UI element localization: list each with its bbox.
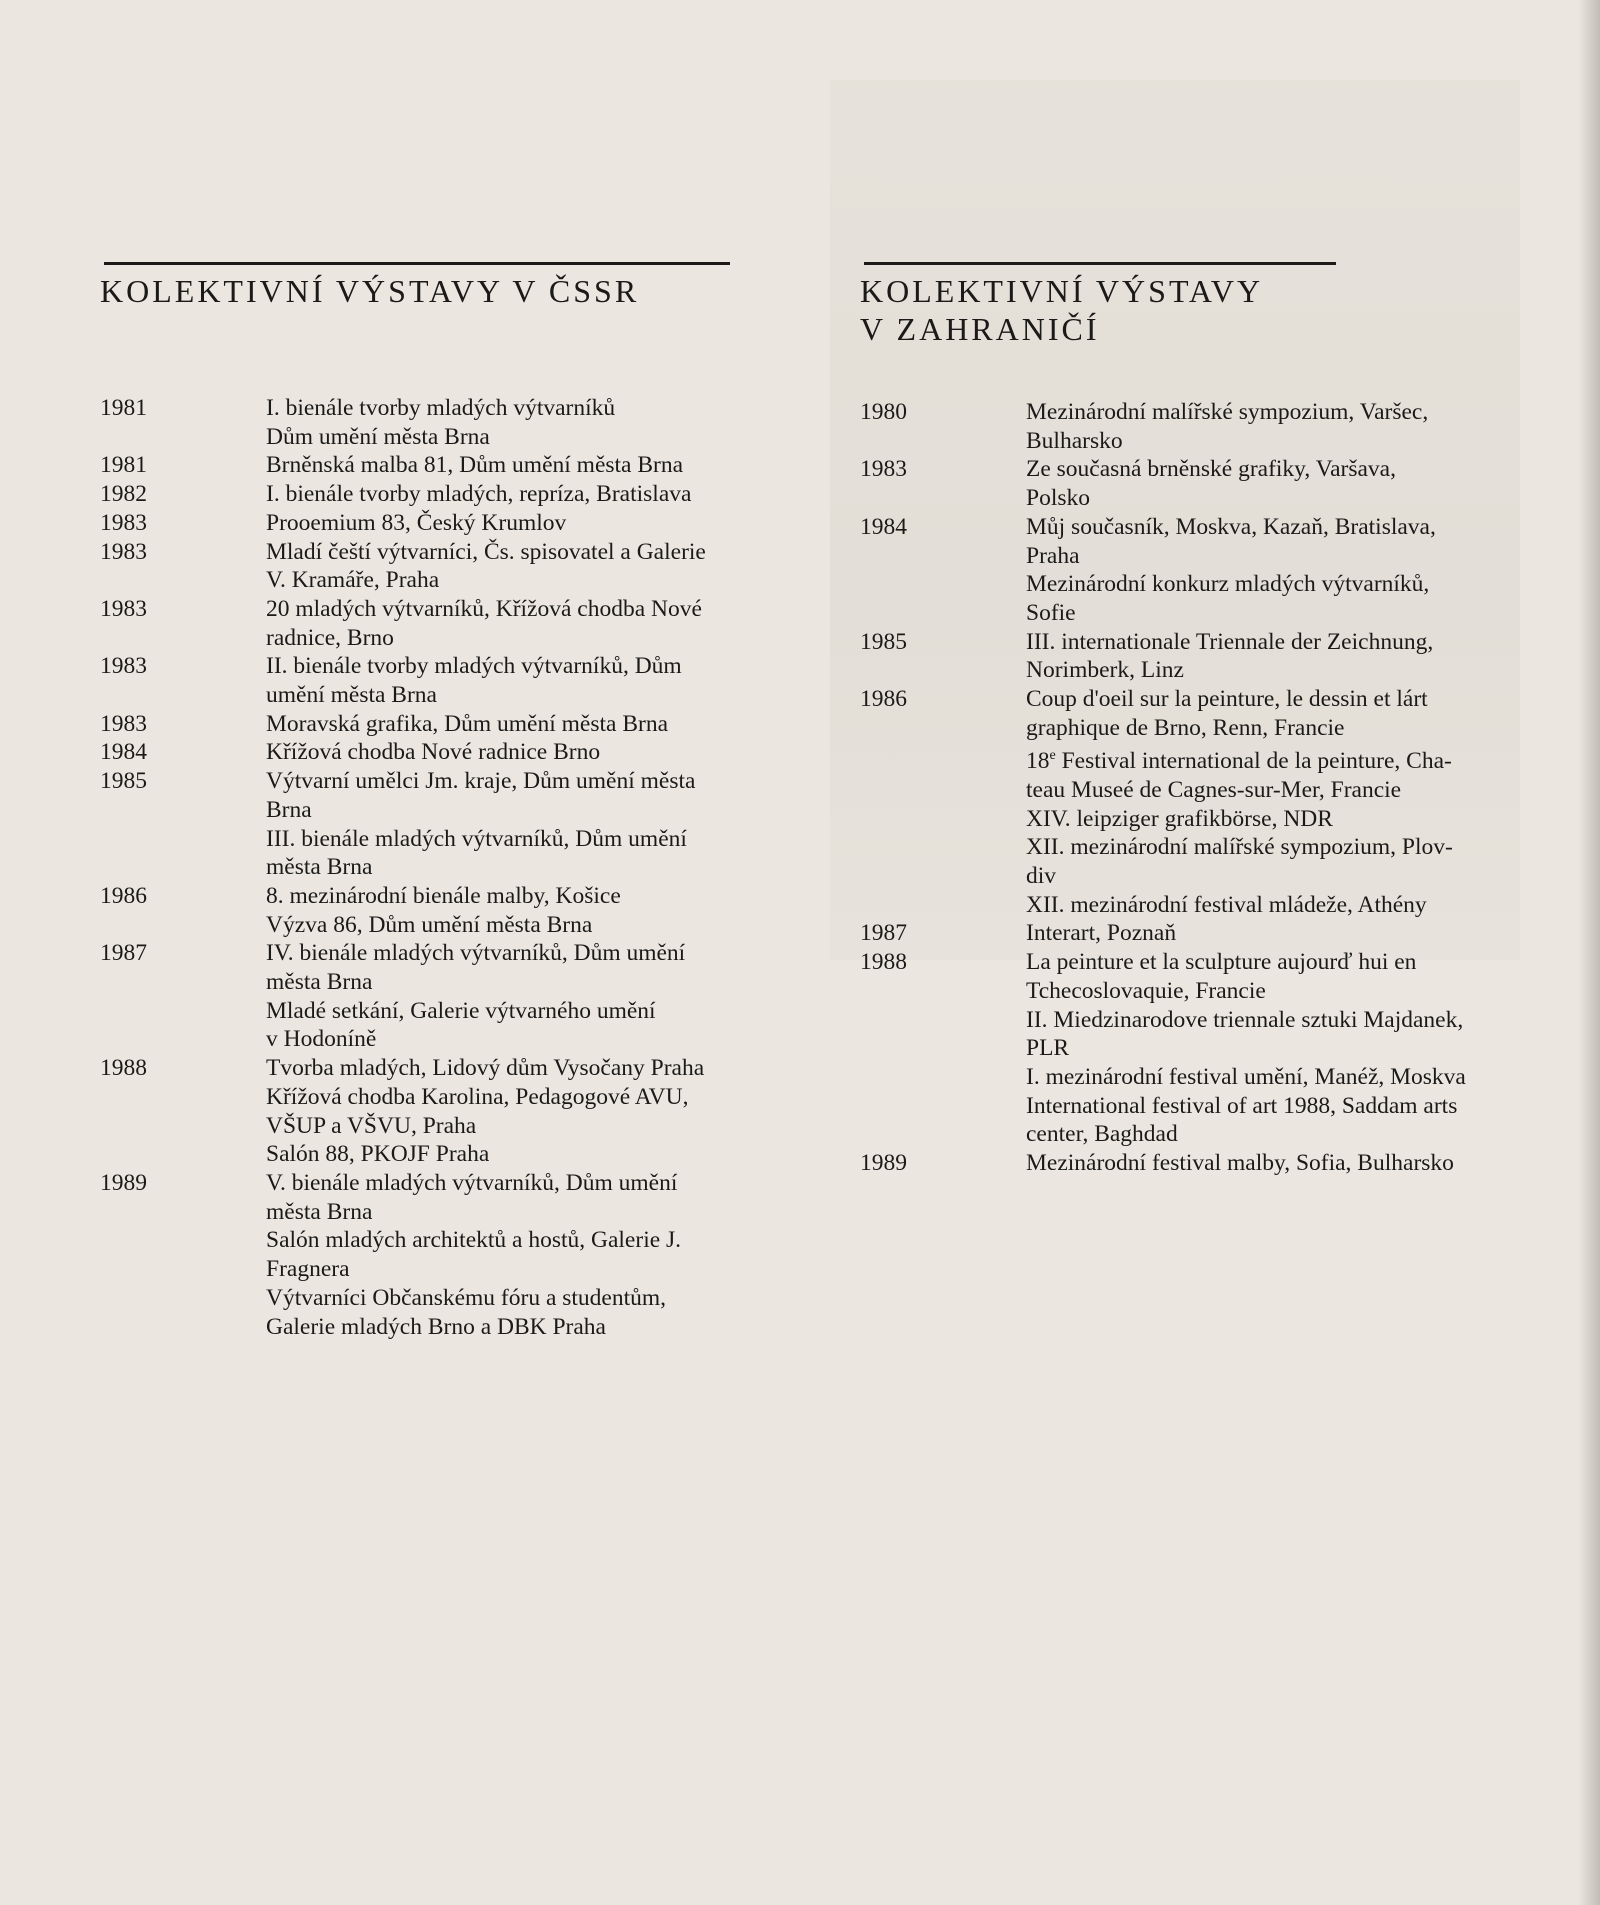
entry-line: Výtvarníci Občanskému fóru a studentům, (266, 1284, 667, 1311)
exhibition-entry (100, 480, 780, 509)
entry-line: IV. bienále mladých výtvarníků, Dům umění (266, 940, 686, 967)
entry-line: XII. mezinárodní festival mládeže, Athény (1026, 891, 1427, 918)
entry-year: 1980 (860, 399, 907, 425)
entry-line: umění města Brna (266, 682, 437, 709)
entry-line: Interart, Poznaň (1026, 920, 1177, 947)
entry-year: 1988 (100, 1055, 147, 1082)
exhibition-entry (100, 738, 780, 767)
entry-line: Coup d'oeil sur la peinture, le dessin et lárt (1026, 686, 1428, 713)
exhibition-entry (860, 455, 1540, 512)
entry-text (1026, 1149, 1540, 1178)
domestic-exhibitions-list (100, 394, 780, 1341)
exhibition-entry (860, 742, 1540, 804)
exhibition-entry (100, 1284, 780, 1341)
entry-text (266, 1083, 780, 1140)
page-edge-shadow (1578, 0, 1600, 1905)
entry-line: Mezinárodní konkurz mladých výtvarníků, (1026, 571, 1430, 598)
entry-year: 1982 (100, 481, 147, 508)
exhibition-entry (860, 833, 1540, 890)
entry-line: Výzva 86, Dům umění města Brna (266, 911, 593, 938)
entry-year (860, 1092, 1026, 1149)
exhibition-entry (860, 1092, 1540, 1149)
entry-text (266, 451, 780, 480)
entry-line: II. Miedzinarodove triennale sztuki Majdanek, (1026, 1006, 1464, 1033)
exhibition-entry (100, 710, 780, 739)
entry-line: Mladé setkání, Galerie výtvarného umění (266, 997, 656, 1024)
entry-year: 1983 (100, 538, 147, 565)
heading-line: KOLEKTIVNÍ VÝSTAVY (860, 273, 1264, 309)
exhibition-entry (100, 939, 780, 996)
entry-text (266, 538, 780, 595)
entry-line: Dům umění města Brna (266, 423, 490, 450)
entry-year (100, 1226, 266, 1283)
entry-line: Mladí čeští výtvarníci, Čs. spisovatel a Galerie (266, 538, 706, 565)
entry-line: Salón 88, PKOJF Praha (266, 1141, 490, 1168)
entry-year: 1988 (860, 949, 907, 976)
entry-year: 1985 (860, 628, 907, 655)
right-section-heading (860, 272, 1263, 348)
entry-year (100, 997, 266, 1054)
entry-ordinal: 18 (1026, 748, 1050, 775)
entry-line: III. internationale Triennale der Zeichnung, (1026, 628, 1434, 655)
entry-year: 1981 (100, 395, 147, 421)
entry-line: Ze současná brněnské grafiky, Varšava, (1026, 456, 1396, 483)
entry-text (266, 882, 780, 911)
entry-year (860, 833, 1026, 890)
entry-year (100, 911, 266, 940)
entry-line: Polsko (1026, 485, 1090, 512)
exhibition-entry (100, 911, 780, 940)
entry-year: 1989 (100, 1169, 147, 1196)
exhibition-entry (860, 891, 1540, 920)
entry-year: 1983 (100, 653, 147, 680)
exhibition-entry (860, 628, 1540, 685)
entry-year: 1984 (100, 739, 147, 766)
entry-line: Tchecoslovaquie, Francie (1026, 977, 1266, 1004)
exhibition-entry (100, 451, 780, 480)
entry-text (1026, 685, 1540, 742)
entry-line: Sofie (1026, 599, 1076, 626)
entry-text (1026, 455, 1540, 512)
entry-year (860, 742, 1026, 804)
exhibition-entry (100, 1140, 780, 1169)
exhibition-entry (860, 570, 1540, 627)
entry-line: Výtvarní umělci Jm. kraje, Dům umění města (266, 768, 696, 795)
entry-text (266, 767, 780, 824)
exhibition-entry (100, 997, 780, 1054)
entry-year: 1984 (860, 513, 907, 540)
entry-line: města Brna (266, 969, 373, 996)
exhibition-entry (100, 767, 780, 824)
entry-year (100, 1140, 266, 1169)
exhibition-entry (100, 595, 780, 652)
entry-line: La peinture et la sculpture aujourď hui en (1026, 949, 1417, 976)
entry-line: Moravská grafika, Dům umění města Brna (266, 710, 669, 737)
entry-text (1026, 891, 1540, 920)
entry-line: graphique de Brno, Renn, Francie (1026, 714, 1345, 741)
entry-line: Fragnera (266, 1256, 350, 1283)
entry-text (266, 1054, 780, 1083)
left-section-heading (100, 272, 639, 310)
entry-line: VŠUP a VŠVU, Praha (266, 1112, 477, 1139)
entry-text (266, 911, 780, 940)
entry-line: Tvorba mladých, Lidový dům Vysočany Praha (266, 1055, 705, 1082)
entry-year (860, 570, 1026, 627)
entry-text (266, 1284, 780, 1341)
entry-line: Praha (1026, 542, 1080, 569)
entry-line: Brněnská malba 81, Dům umění města Brna (266, 452, 684, 479)
exhibition-entry (100, 538, 780, 595)
entry-year: 1986 (860, 686, 907, 713)
entry-line: radnice, Brno (266, 624, 394, 651)
entry-year: 1986 (100, 882, 147, 909)
entry-text (1026, 398, 1540, 455)
entry-year (100, 825, 266, 882)
exhibition-entry (100, 1083, 780, 1140)
entry-text (266, 997, 780, 1054)
entry-line: Norimberk, Linz (1026, 657, 1184, 684)
entry-year (860, 1006, 1026, 1063)
entry-text (1026, 833, 1540, 890)
entry-year (100, 1083, 266, 1140)
entry-text (266, 1226, 780, 1283)
entry-line: center, Baghdad (1026, 1121, 1178, 1148)
entry-line: Salón mladých architektů a hostů, Galerie J. (266, 1227, 682, 1254)
exhibition-entry (100, 1054, 780, 1083)
entry-line (1026, 742, 1540, 776)
entry-text (1026, 919, 1540, 948)
entry-line: Mezinárodní malířské sympozium, Varšec, (1026, 399, 1429, 425)
entry-year (100, 1284, 266, 1341)
exhibition-entry (100, 1169, 780, 1226)
exhibition-entry (860, 398, 1540, 455)
entry-ordinal-suffix: e (1049, 748, 1056, 764)
heading-line: V ZAHRANIČÍ (860, 311, 1100, 347)
entry-line: Křížová chodba Nové radnice Brno (266, 739, 601, 766)
right-heading-rule (864, 262, 1336, 265)
entry-line: Galerie mladých Brno a DBK Praha (266, 1313, 606, 1340)
entry-text (1026, 742, 1540, 804)
entry-line: V. Kramáře, Praha (266, 567, 440, 594)
entry-year: 1985 (100, 768, 147, 795)
entry-text (1026, 805, 1540, 834)
heading-line: KOLEKTIVNÍ VÝSTAVY V ČSSR (100, 273, 640, 309)
exhibition-entry (860, 948, 1540, 1005)
entry-line: International festival of art 1988, Saddam arts (1026, 1092, 1458, 1119)
entry-line: III. bienále mladých výtvarníků, Dům umění (266, 825, 687, 852)
exhibition-entry (860, 805, 1540, 834)
entry-text (1026, 513, 1540, 570)
entry-text (1026, 948, 1540, 1005)
entry-year: 1989 (860, 1150, 907, 1177)
entry-year: 1987 (100, 940, 147, 967)
entry-line: I. bienále tvorby mladých výtvarníků (266, 395, 616, 421)
entry-year (860, 1063, 1026, 1092)
entry-line: PLR (1026, 1035, 1070, 1062)
entry-year: 1981 (100, 452, 147, 479)
entry-line: Bulharsko (1026, 427, 1123, 454)
entry-line: II. bienále tvorby mladých výtvarníků, Dům (266, 653, 682, 680)
entry-year: 1983 (860, 456, 907, 483)
entry-year: 1983 (100, 509, 147, 536)
exhibition-entry (100, 1226, 780, 1283)
entry-line: 8. mezinárodní bienále malby, Košice (266, 882, 621, 909)
entry-line: v Hodoníně (266, 1026, 377, 1053)
entry-text (266, 480, 780, 509)
entry-line: I. mezinárodní festival umění, Manéž, Moskva (1026, 1064, 1466, 1090)
foreign-exhibitions-list (860, 398, 1540, 1178)
entry-text (266, 652, 780, 709)
entry-text (1026, 570, 1540, 627)
entry-line: V. bienále mladých výtvarníků, Dům umění (266, 1169, 678, 1196)
exhibition-entry (860, 1149, 1540, 1178)
entry-line: Prooemium 83, Český Krumlov (266, 509, 567, 536)
entry-line: XIV. leipziger grafikbörse, NDR (1026, 805, 1333, 832)
entry-line: Mezinárodní festival malby, Sofia, Bulharsko (1026, 1150, 1454, 1177)
entry-text (266, 595, 780, 652)
entry-line: města Brna (266, 1198, 373, 1225)
entry-line: města Brna (266, 854, 373, 881)
entry-text (266, 710, 780, 739)
entry-line: teau Museé de Cagnes-sur-Mer, Francie (1026, 776, 1402, 803)
entry-line-text: Festival international de la peinture, Cha- (1055, 748, 1452, 775)
entry-year: 1987 (860, 920, 907, 947)
entry-text (266, 1140, 780, 1169)
entry-text (266, 1169, 780, 1226)
exhibition-entry (100, 882, 780, 911)
entry-text (266, 825, 780, 882)
entry-year: 1983 (100, 710, 147, 737)
exhibition-entry (100, 394, 780, 451)
entry-text (266, 738, 780, 767)
entry-line: Křížová chodba Karolina, Pedagogové AVU, (266, 1083, 689, 1110)
exhibition-entry (860, 685, 1540, 742)
exhibition-entry (860, 513, 1540, 570)
exhibition-entry (100, 652, 780, 709)
exhibition-entry (100, 509, 780, 538)
entry-text (1026, 1092, 1540, 1149)
entry-text (266, 394, 780, 451)
entry-text (1026, 1063, 1540, 1092)
entry-line: 20 mladých výtvarníků, Křížová chodba Nové (266, 595, 702, 622)
entry-line: Můj současník, Moskva, Kazaň, Bratislava, (1026, 513, 1436, 540)
entry-year (860, 891, 1026, 920)
entry-text (1026, 1006, 1540, 1063)
exhibition-entry (860, 919, 1540, 948)
entry-year (860, 805, 1026, 834)
entry-line: XII. mezinárodní malířské sympozium, Plov- (1026, 834, 1453, 861)
left-heading-rule (104, 262, 730, 265)
entry-line: div (1026, 863, 1057, 890)
entry-text (266, 509, 780, 538)
exhibition-entry (100, 825, 780, 882)
exhibition-entry (860, 1063, 1540, 1092)
entry-text (266, 939, 780, 996)
entry-line: Brna (266, 796, 312, 823)
entry-year: 1983 (100, 595, 147, 622)
entry-line: I. bienále tvorby mladých, repríza, Bratislava (266, 481, 692, 508)
exhibition-entry (860, 1006, 1540, 1063)
entry-text (1026, 628, 1540, 685)
